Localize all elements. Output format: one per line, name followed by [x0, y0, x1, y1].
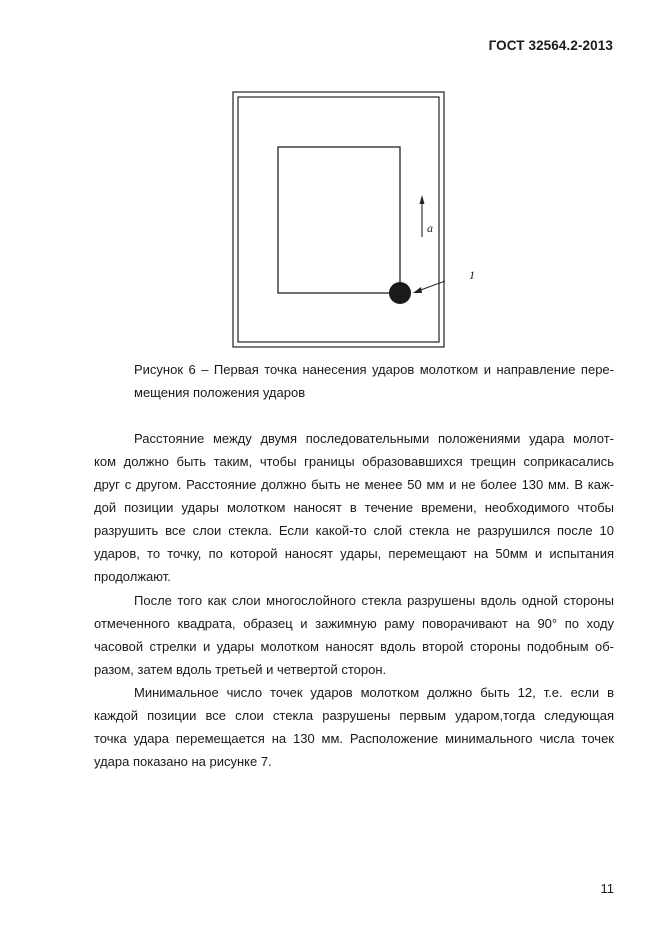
first-impact-point	[389, 282, 411, 304]
leader-line	[418, 274, 445, 291]
paragraph-2	[94, 589, 614, 681]
outer-frame	[233, 92, 444, 347]
caption-line: Рисунок 6 – Первая точка нанесения ударов молотком и направление пере-	[134, 362, 614, 377]
figure-diagram	[232, 91, 445, 348]
text-line: После того как слои многослойного стекла разрушены вдоль одной стороны	[134, 593, 614, 608]
inner-frame	[238, 97, 439, 342]
document-code: ГОСТ 32564.2-2013	[488, 38, 613, 53]
figure-caption	[134, 358, 614, 404]
text-line: каждой позиции все слои стекла разрушены первым ударом,тогда следующая	[94, 708, 614, 723]
figure-6	[232, 91, 445, 348]
paragraph-3	[94, 681, 614, 773]
text-line: ком должно быть таким, чтобы границы образовавшихся трещин соприкасались	[94, 454, 614, 469]
text-line: Минимальное число точек ударов молотком должно быть 12, т.е. если в	[134, 685, 614, 700]
paragraph-1	[94, 427, 614, 588]
point-label: 1	[469, 268, 475, 282]
text-line: ударов, то точку, по которой наносят удары, перемещают на 50мм и испытания	[94, 546, 614, 561]
text-line: друг с другом. Расстояние должно быть не менее 50 мм и не более 130 мм. В каж-	[94, 477, 614, 492]
text-line: точка удара перемещается на 130 мм. Расположение минимального числа точек	[94, 731, 614, 746]
text-line: отмеченного квадрата, образец и зажимную раму поворачивают на 90° по ходу	[94, 616, 614, 631]
text-line: продолжают.	[94, 569, 171, 584]
text-line: Расстояние между двумя последовательными положениями удара молот-	[134, 431, 614, 446]
marked-square	[278, 147, 400, 293]
direction-arrowhead	[420, 195, 425, 204]
leader-arrowhead	[413, 287, 422, 293]
page-number: 11	[600, 881, 614, 896]
direction-label: a	[427, 221, 433, 235]
text-line: дой позиции удары молотком наносят в течение времени, необходимого чтобы	[94, 500, 614, 515]
text-line: часовой стрелки и удары молотком наносят вдоль второй стороны подобным об-	[94, 639, 614, 654]
caption-line: мещения положения ударов	[134, 385, 306, 400]
text-line: разрушить все слои стекла. Если какой-то слой стекла не разрушился после 10	[94, 523, 614, 538]
text-line: удара показано на рисунке 7.	[94, 754, 272, 769]
text-line: разом, затем вдоль третьей и четвертой сторон.	[94, 662, 387, 677]
